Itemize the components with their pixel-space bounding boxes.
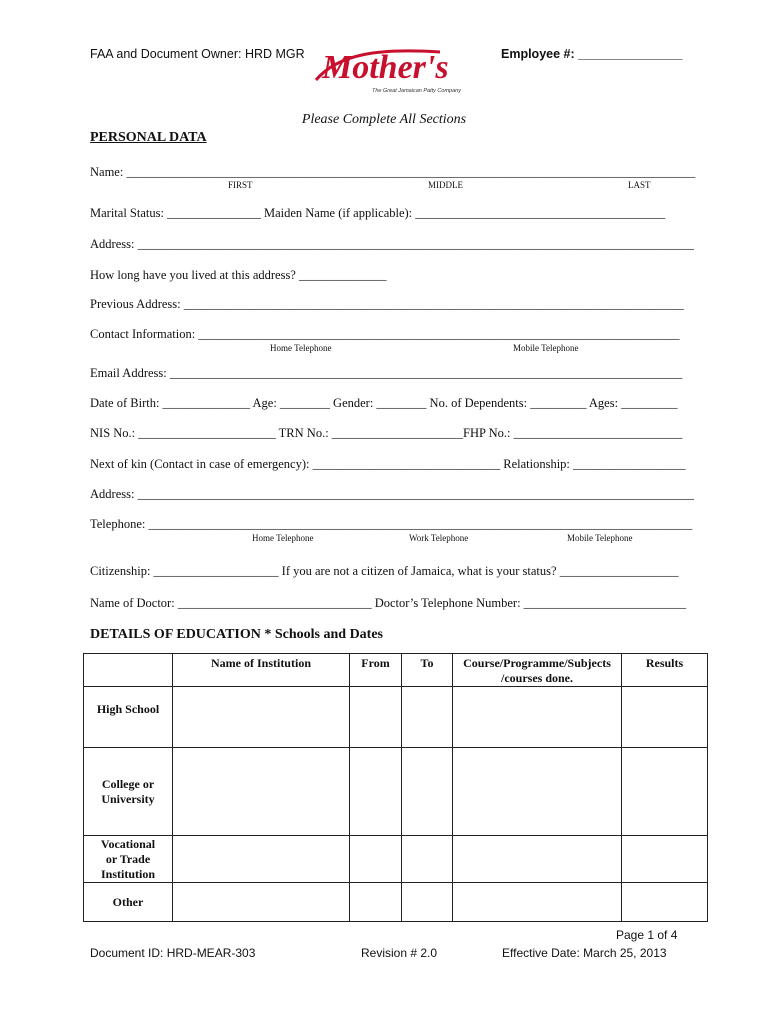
table-cell[interactable]	[350, 748, 402, 836]
table-cell[interactable]	[173, 883, 350, 922]
table-cell[interactable]	[173, 687, 350, 748]
email-field[interactable]: Email Address: __________________________________________________________________________________	[90, 366, 683, 380]
row-high-school: High School	[84, 687, 173, 748]
table-cell[interactable]	[453, 748, 622, 836]
tel-mobile-label: Mobile Telephone	[567, 533, 633, 543]
form-subtitle: Please Complete All Sections	[301, 112, 467, 127]
table-cell[interactable]	[622, 687, 708, 748]
page-number: Page 1 of 4	[616, 928, 678, 942]
education-table	[83, 653, 708, 922]
education-heading: DETAILS OF EDUCATION * Schools and Dates	[90, 627, 384, 642]
kin-address-field[interactable]: Address: _________________________________________________________________________________________	[90, 487, 694, 501]
citizenship-field[interactable]: Citizenship: ____________________ If you are not a citizen of Jamaica, what is your status? ___________________	[90, 564, 679, 578]
tel-work-label: Work Telephone	[409, 533, 469, 543]
address-field[interactable]: Address: _________________________________________________________________________________________	[90, 237, 694, 251]
telephone-field[interactable]: Telephone: _______________________________________________________________________________________	[90, 517, 693, 531]
table-cell[interactable]	[402, 836, 453, 883]
contact-home-label: Home Telephone	[270, 343, 332, 353]
row-college: College or University	[84, 748, 173, 836]
contact-mobile-label: Mobile Telephone	[513, 343, 579, 353]
revision: Revision # 2.0	[361, 946, 438, 960]
table-cell[interactable]	[453, 836, 622, 883]
mothers-logo	[308, 40, 461, 96]
table-cell[interactable]	[350, 836, 402, 883]
nis-trn-fhp-field[interactable]: NIS No.: ______________________ TRN No.: _____________________FHP No.: ___________________________	[90, 426, 683, 440]
contact-information-field[interactable]: Contact Information: _____________________________________________________________________________	[90, 327, 680, 341]
row-vocational: Vocational or Trade Institution	[84, 836, 173, 883]
previous-address-field[interactable]: Previous Address: ________________________________________________________________________________	[90, 297, 684, 311]
time-at-address-field[interactable]: How long have you lived at this address? ______________	[90, 268, 387, 282]
header-from: From	[350, 654, 402, 687]
employee-number: Employee #: _______________	[501, 47, 683, 61]
table-cell[interactable]	[350, 883, 402, 922]
tel-home-label: Home Telephone	[252, 533, 314, 543]
table-cell[interactable]	[402, 883, 453, 922]
header-course: Course/Programme/Subjects /courses done.	[453, 654, 622, 687]
doctor-field[interactable]: Name of Doctor: _______________________________ Doctor’s Telephone Number: __________________________	[90, 596, 687, 610]
dob-age-gender-field[interactable]: Date of Birth: ______________ Age: ________ Gender: ________ No. of Dependents: _________ Ages: _________	[90, 396, 678, 410]
table-cell[interactable]	[453, 687, 622, 748]
logo-text: Mother's	[322, 49, 449, 86]
marital-status-field[interactable]: Marital Status: _______________ Maiden Name (if applicable): ________________________________________	[90, 206, 666, 220]
effective-date: Effective Date: March 25, 2013	[502, 946, 667, 960]
header-institution: Name of Institution	[173, 654, 350, 687]
table-cell[interactable]	[453, 883, 622, 922]
table-cell[interactable]	[173, 748, 350, 836]
header-blank	[84, 654, 173, 687]
table-cell[interactable]	[173, 836, 350, 883]
table-cell[interactable]	[622, 748, 708, 836]
header-results: Results	[622, 654, 708, 687]
table-cell[interactable]	[350, 687, 402, 748]
name-first-label: FIRST	[228, 180, 253, 190]
name-last-label: LAST	[628, 180, 651, 190]
logo-tagline: The Great Jamaican Patty Company	[372, 88, 461, 94]
table-cell[interactable]	[402, 687, 453, 748]
name-field[interactable]: Name: ___________________________________________________________________________________________	[90, 165, 696, 179]
table-cell[interactable]	[622, 883, 708, 922]
table-cell[interactable]	[402, 748, 453, 836]
document-owner: FAA and Document Owner: HRD MGR	[90, 47, 305, 61]
row-other: Other	[84, 883, 173, 922]
next-of-kin-field[interactable]: Next of kin (Contact in case of emergency): ______________________________ Relationship: __________________	[90, 457, 686, 471]
name-middle-label: MIDDLE	[428, 180, 463, 190]
document-id: Document ID: HRD-MEAR-303	[90, 946, 256, 960]
table-cell[interactable]	[622, 836, 708, 883]
header-to: To	[402, 654, 453, 687]
personal-data-heading: PERSONAL DATA	[90, 130, 207, 145]
